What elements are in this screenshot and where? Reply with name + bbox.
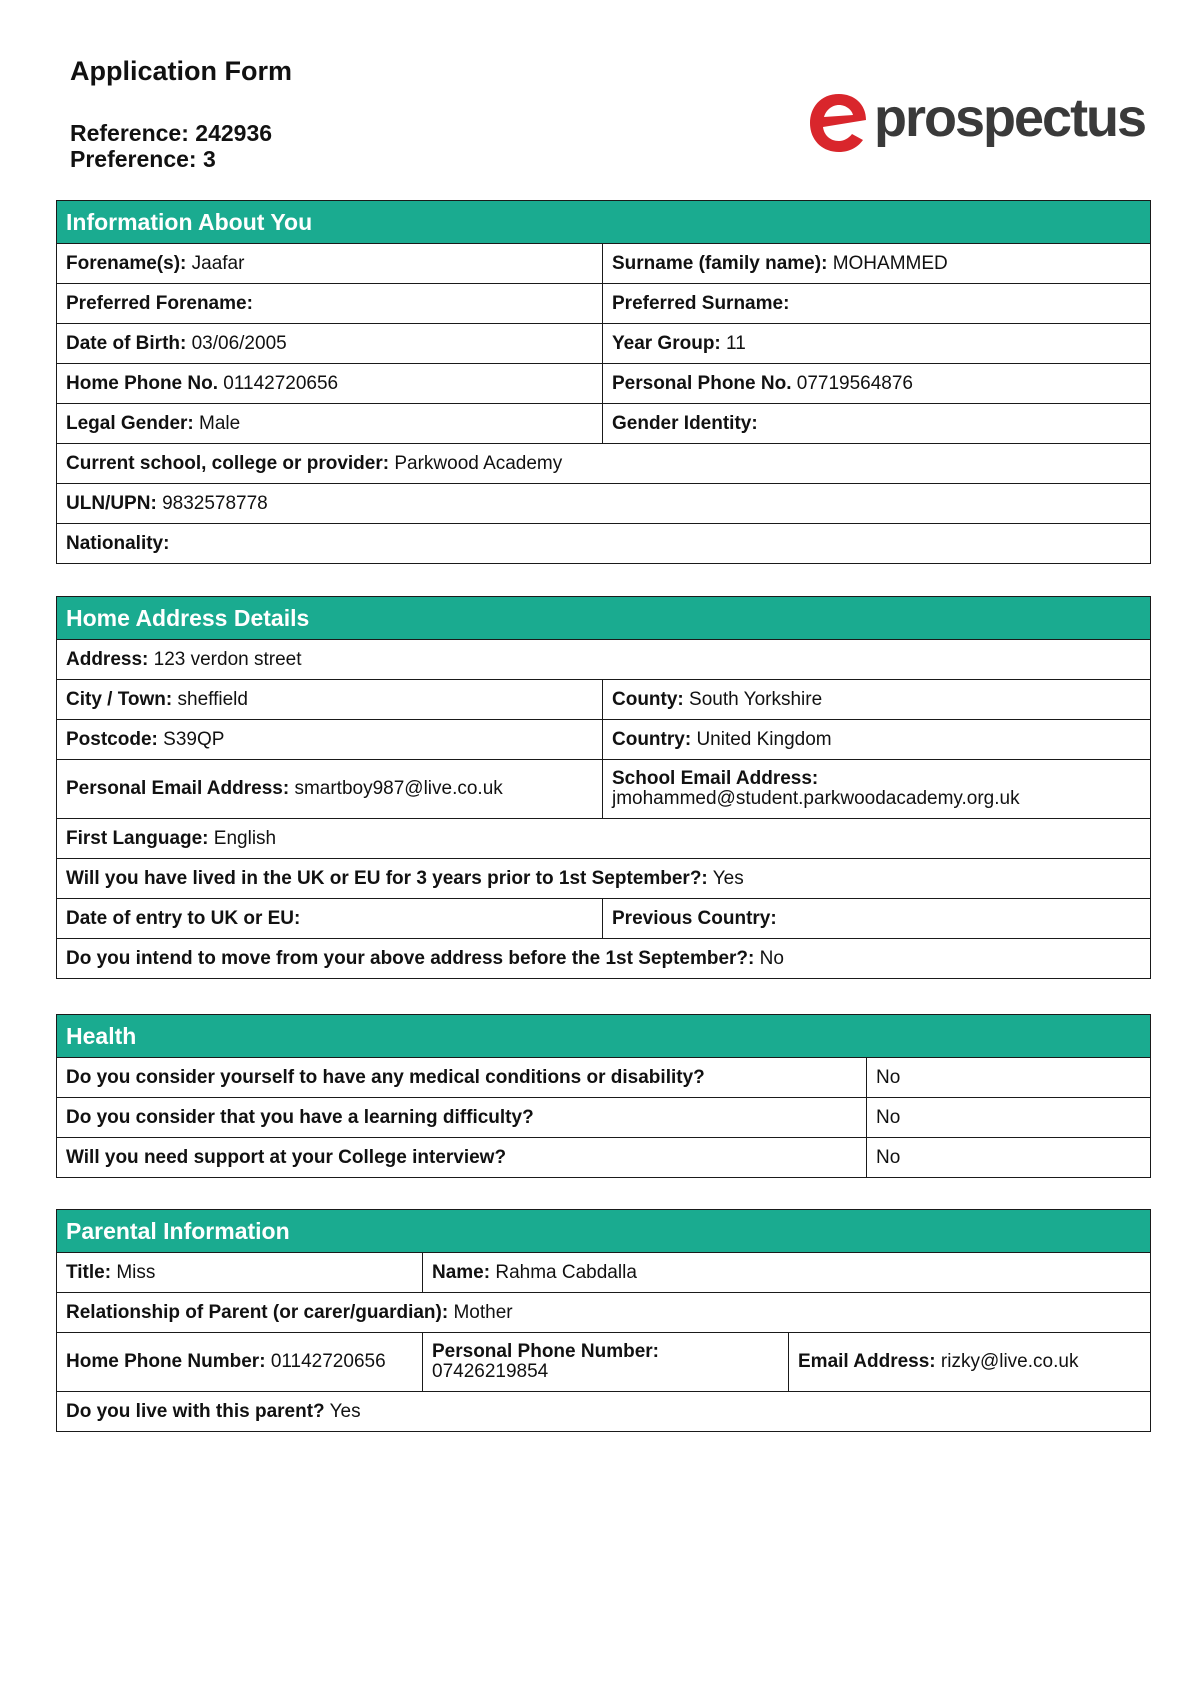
personal-phone-field: Personal Phone No. 07719564876 <box>603 364 1151 404</box>
parent-email-field: Email Address: rizky@live.co.uk <box>789 1333 1151 1392</box>
section-home-address <box>56 596 1151 979</box>
reference-line: Reference: 242936 <box>70 120 273 146</box>
eprospectus-logo <box>806 86 1146 156</box>
health-answer: No <box>867 1138 1151 1178</box>
logo-text: prospectus <box>874 88 1146 148</box>
health-answer: No <box>867 1098 1151 1138</box>
date-of-birth-field: Date of Birth: 03/06/2005 <box>57 324 603 364</box>
section-heading: Information About You <box>57 201 1151 244</box>
preference-value: 3 <box>202 146 216 172</box>
surname-field: Surname (family name): MOHAMMED <box>603 244 1151 284</box>
reference-value: 242936 <box>195 120 273 146</box>
personal-email-field: Personal Email Address: smartboy987@live.co.uk <box>57 760 603 819</box>
e-logo-icon <box>806 90 872 156</box>
first-language-field: First Language: English <box>57 819 1151 859</box>
school-email-field: School Email Address: jmohammed@student.parkwoodacademy.org.uk <box>603 760 1151 819</box>
health-answer: No <box>867 1058 1151 1098</box>
live-with-parent-field: Do you live with this parent? Yes <box>57 1392 1151 1432</box>
health-question: Will you need support at your College interview? <box>57 1138 867 1178</box>
postcode-field: Postcode: S39QP <box>57 720 603 760</box>
parent-title-field: Title: Miss <box>57 1253 423 1293</box>
city-field: City / Town: sheffield <box>57 680 603 720</box>
section-heading: Parental Information <box>57 1210 1151 1253</box>
page-title: Application Form <box>70 56 292 86</box>
preference-line: Preference: 3 <box>70 146 216 172</box>
previous-country-field: Previous Country: <box>603 899 1151 939</box>
health-question: Do you consider that you have a learning difficulty? <box>57 1098 867 1138</box>
parent-name-field: Name: Rahma Cabdalla <box>423 1253 1151 1293</box>
uln-upn-field: ULN/UPN: 9832578778 <box>57 484 1151 524</box>
home-phone-field: Home Phone No. 01142720656 <box>57 364 603 404</box>
parent-personal-phone-field: Personal Phone Number: 07426219854 <box>423 1333 789 1392</box>
section-heading: Home Address Details <box>57 597 1151 640</box>
section-health <box>56 1014 1151 1178</box>
section-information-about-you <box>56 200 1151 564</box>
date-of-entry-field: Date of entry to UK or EU: <box>57 899 603 939</box>
country-field: Country: United Kingdom <box>603 720 1151 760</box>
preferred-surname-field: Preferred Surname: <box>603 284 1151 324</box>
nationality-field: Nationality: <box>57 524 1151 564</box>
reference-block <box>70 120 272 172</box>
lived-in-uk-field: Will you have lived in the UK or EU for 3 years prior to 1st September?: Yes <box>57 859 1151 899</box>
preferred-forename-field: Preferred Forename: <box>57 284 603 324</box>
health-question: Do you consider yourself to have any medical conditions or disability? <box>57 1058 867 1098</box>
county-field: County: South Yorkshire <box>603 680 1151 720</box>
year-group-field: Year Group: 11 <box>603 324 1151 364</box>
section-parental-information <box>56 1209 1151 1432</box>
forename-field: Forename(s): Jaafar <box>57 244 603 284</box>
address-field: Address: 123 verdon street <box>57 640 1151 680</box>
move-address-field: Do you intend to move from your above address before the 1st September?: No <box>57 939 1151 979</box>
section-heading: Health <box>57 1015 1151 1058</box>
gender-identity-field: Gender Identity: <box>603 404 1151 444</box>
relationship-field: Relationship of Parent (or carer/guardian): Mother <box>57 1293 1151 1333</box>
legal-gender-field: Legal Gender: Male <box>57 404 603 444</box>
parent-home-phone-field: Home Phone Number: 01142720656 <box>57 1333 423 1392</box>
current-school-field: Current school, college or provider: Parkwood Academy <box>57 444 1151 484</box>
